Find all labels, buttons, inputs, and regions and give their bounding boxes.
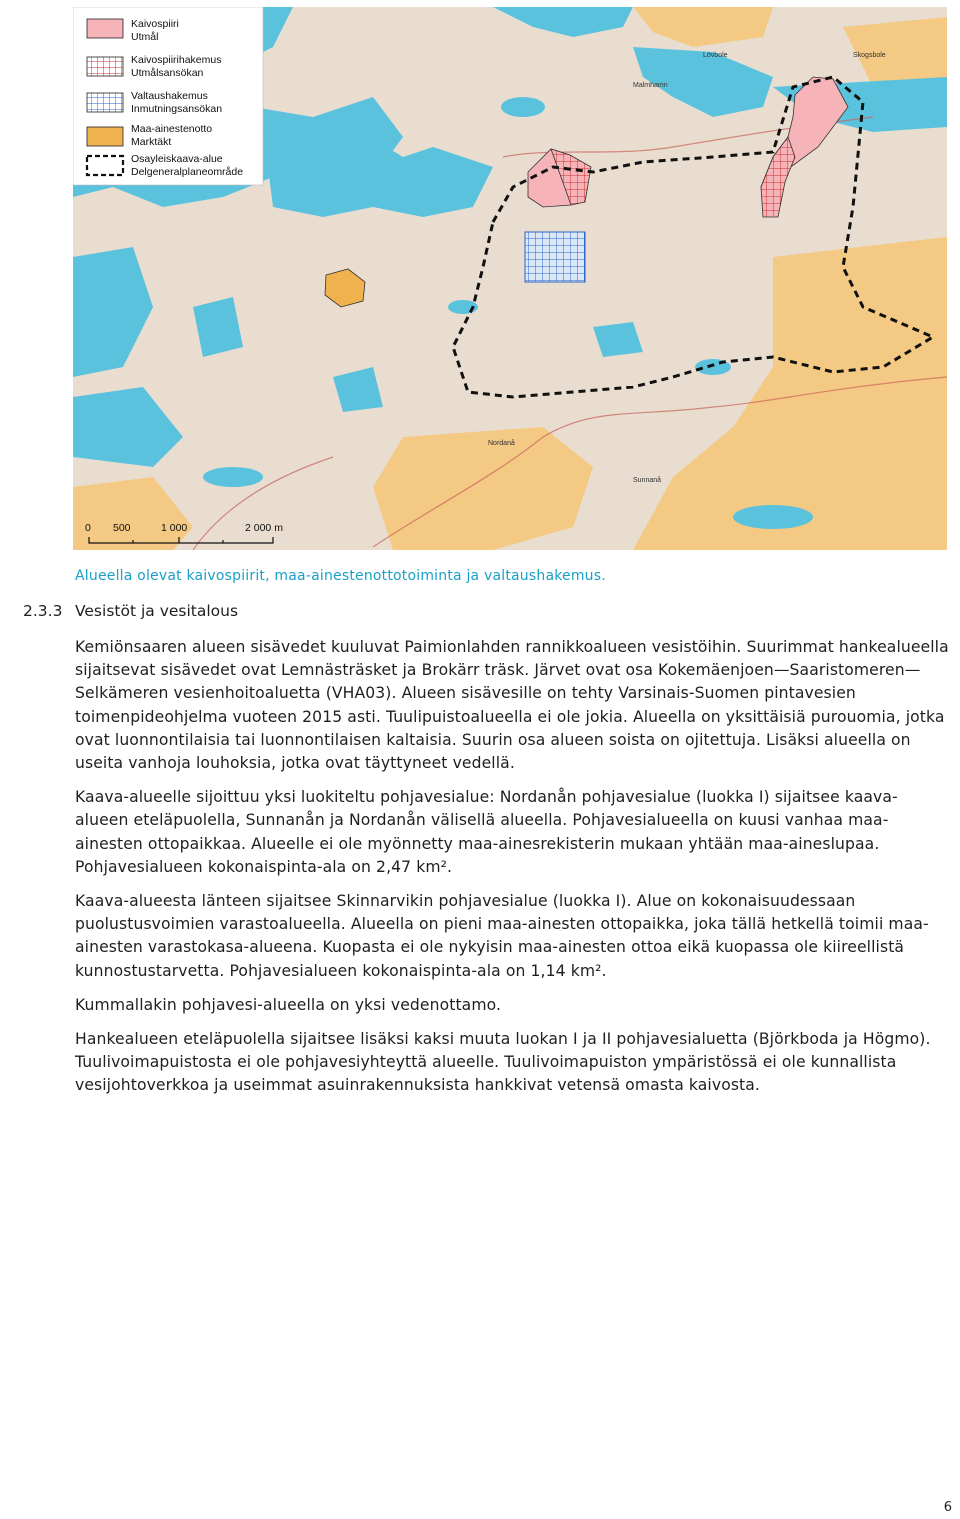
section-title: Vesistöt ja vesitalous [75,602,239,620]
paragraph: Kaava-alueelle sijoittuu yksi luokiteltu pohjavesialue: Nordanån pohjavesialue (luokka I) sijaitsee kaava-alueen eteläpuolella, Sunnanån ja Nordanån välisellä alueella. Pohjavesialueella on kuusi vanhaa maa-ainesten ottopaikkaa. Alueelle ei ole myönnetty maa-ainesrekisterin mukaan yhtään maa-aineslupaa. Pohjavesialueen kokonaispinta-ala on 2,47 km². [75,788,898,876]
legend-label: Utmål [131,31,159,43]
body-text [75,636,950,1109]
section-number: 2.3.3 [23,602,63,620]
legend-swatch-red-grid [87,57,123,76]
legend-label: Kaivospiiri [131,18,179,30]
scale-label: 1 000 [161,522,188,534]
scale-label: 2 000 m [245,522,283,534]
place-label: Lövbole [703,52,728,59]
map-svg [73,7,947,550]
legend-swatch-orange [87,127,123,146]
paragraph: Hankealueen eteläpuolella sijaitsee lisäksi kaksi muuta luokan I ja II pohjavesialuetta (Björkboda ja Högmo). Tuulivoimapuistosta ei ole pohjavesiyhteyttä alueelle. Tuulivoimapuiston ympäristössä ei ole kunnallista vesijohtoverkkoa ja useimmat asuinrakennuksista hankkivat vetensä omasta kaivosta. [75,1030,931,1095]
scale-label: 0 [85,522,91,534]
map-legend [73,7,263,185]
legend-label: Utmålsansökan [131,67,204,79]
legend-label: Osayleiskaava-alue [131,153,223,165]
place-label: Malmhamn [633,82,668,89]
figure-caption: Alueella olevat kaivospiirit, maa-ainestenottotoiminta ja valtaushakemus. [75,568,606,584]
paragraph: Kummallakin pohjavesi-alueella on yksi vedenottamo. [75,995,502,1014]
valtaushakemus-area [525,232,585,282]
scale-label: 500 [113,522,131,534]
legend-label: Valtaushakemus [131,90,208,102]
legend-label: Kaivospiirihakemus [131,54,222,66]
legend-label: Maa-ainestenotto [131,123,213,135]
place-label: Sunnanå [633,477,662,484]
place-label: Skogsbole [853,52,886,59]
legend-label: Inmutningsansökan [131,103,223,115]
legend-label: Delgeneralplaneområde [131,166,244,178]
paragraph: Kemiönsaaren alueen sisävedet kuuluvat Paimionlahden rannikkoalueen vesistöihin. Suurimmat hankealueella sijaitsevat sisävedet ovat Lemnästräsket ja Brokärr träsk. Järvet ovat osa Kokemäenjoen—Saaristomeren—Selkämeren vesienhoitoaluetta (VHA03). Alueen sisävesille on tehty Varsinais-Suomen pintavesien toimenpideohjelma vuoteen 2015 asti. Tuulipuistoalueella ei ole jokia. Alueella on yksittäisiä purouomia, jotka ovat luonnontilaisia tai luonnontilaisen kaltaisia. Suurin osa alueen soista on ojitettuja. Lisäksi alueella on useita vanhoja louhoksia, jotka ovat täyttyneet vedellä. [75,638,949,773]
page-number: 6 [943,1500,952,1515]
legend-label: Marktäkt [131,136,172,148]
paragraph: Kaava-alueesta länteen sijaitsee Skinnarvikin pohjavesialue (luokka I). Alue on kokonaisuudessaan puolustusvoimien varastoalueella. Alueella on pieni maa-ainesten ottopaikka, joka tällä hetkellä toimii maa-ainesten varastokasa-alueena. Kuopasta ei ole nykyisin maa-ainesten ottoa eikä kuopassa ole kiireellistä kunnostustarvetta. Pohjavesialueen kokonaispinta-ala on 1,14 km². [75,892,929,980]
legend-swatch-pink [87,19,123,38]
legend-swatch-blue-grid [87,93,123,112]
place-label: Nordanå [488,440,515,447]
map-figure [73,7,947,550]
legend-swatch-dashed [87,156,123,175]
